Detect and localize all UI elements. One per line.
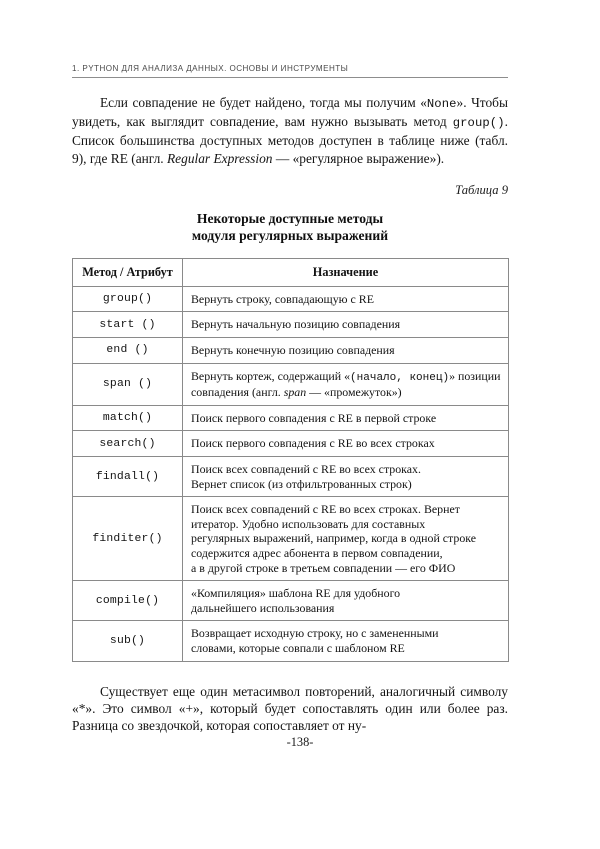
purpose-code-tuple: (начало, конец): [350, 371, 450, 384]
purpose-line: а в другой строке в третьем совпадении — его ФИО: [191, 560, 456, 575]
method-name: finditer(): [73, 497, 183, 581]
method-name: compile(): [73, 581, 183, 621]
table-title-line-2: модуля регулярных выражений: [191, 228, 389, 244]
purpose-line: регулярных выражений, например, когда в одной строке: [191, 531, 477, 546]
closing-paragraph: Существует еще один метасимвол повторений, аналогичный символу «*». Это символ «+», который будет сопоставлять один или более раз. Разница со звездочкой, которая сопоставляет от ну-: [72, 683, 508, 733]
table-row: [73, 363, 509, 405]
column-header-purpose: Назначение: [183, 258, 509, 286]
method-purpose: [183, 312, 509, 338]
purpose-line: Вернуть строку, совпадающую с RE: [191, 291, 374, 306]
purpose-line: итератор. Удобно использовать для составных: [191, 516, 426, 531]
method-name: span (): [73, 363, 183, 405]
purpose-text-3: — «промежуток»): [306, 385, 402, 400]
table-row: [73, 312, 509, 338]
purpose-line: Возвращает исходную строку, но с замененными: [191, 626, 439, 641]
purpose-line: Поиск всех совпадений с RE во всех строках. Вернет: [191, 502, 460, 517]
method-name: start (): [73, 312, 183, 338]
intro-italic-regular-expression: Regular Expression: [167, 150, 273, 166]
purpose-line: Вернуть начальную позицию совпадения: [191, 317, 401, 332]
table-row: [73, 581, 509, 621]
table-row: [73, 621, 509, 661]
method-purpose: [183, 621, 509, 661]
table-row: [73, 456, 509, 496]
running-head: 1. PYTHON ДЛЯ АНАЛИЗА ДАННЫХ. ОСНОВЫ И ИНСТРУМЕНТЫ: [72, 64, 508, 78]
table-row: [73, 338, 509, 364]
column-header-method: Метод / Атрибут: [73, 258, 183, 286]
intro-code-none: None: [426, 97, 457, 111]
method-name: findall(): [73, 456, 183, 496]
purpose-line: «Компиляция» шаблона RE для удобного: [191, 586, 401, 601]
method-purpose: [183, 456, 509, 496]
purpose-line: Вернуть конечную позицию совпадения: [191, 343, 395, 357]
method-purpose: [183, 497, 509, 581]
method-name: end (): [73, 338, 183, 364]
purpose-line: Поиск первого совпадения с RE в первой строке: [191, 410, 437, 425]
purpose-line: Поиск первого совпадения с RE во всех строках: [191, 436, 435, 451]
purpose-line: Вернет список (из отфильтрованных строк): [191, 476, 412, 491]
intro-text-2: ». Чтобы увидеть, как выглядит совпадение, вам нужно вызывать метод: [72, 95, 508, 130]
method-name: sub(): [73, 621, 183, 661]
intro-text-4: — «регулярное выражение»).: [272, 150, 445, 166]
methods-table: [72, 258, 509, 662]
intro-text-1: Если совпадение не будет найдено, тогда мы получим «: [100, 95, 427, 110]
method-purpose: [183, 431, 509, 457]
table-title-line-1: Некоторые доступные методы: [196, 210, 384, 226]
method-purpose: [183, 363, 509, 405]
method-name: group(): [73, 286, 183, 312]
purpose-italic-span: span: [283, 385, 307, 400]
purpose-line: Поиск всех совпадений с RE во всех строках.: [191, 461, 421, 476]
purpose-text-1: Вернуть кортеж, содержащий «: [191, 368, 351, 383]
table-header-row: [73, 258, 509, 286]
page-number: -138-: [286, 735, 314, 749]
table-row: [73, 431, 509, 457]
table-row: [73, 286, 509, 312]
method-purpose: [183, 581, 509, 621]
intro-paragraph: [72, 94, 508, 167]
purpose-text-2: » позиции совпадения (англ.: [191, 368, 501, 400]
purpose-line: содержится адрес абонента в первом совпадении,: [191, 545, 443, 560]
method-purpose: [183, 286, 509, 312]
table-row: [73, 497, 509, 581]
method-name: match(): [73, 405, 183, 431]
table-row: [73, 405, 509, 431]
intro-code-group: group(): [452, 116, 505, 131]
purpose-line: словами, которые совпали с шаблоном RE: [191, 640, 405, 655]
method-purpose: [183, 338, 509, 364]
method-purpose: [183, 405, 509, 431]
table-number-label: Таблица 9: [455, 182, 508, 197]
purpose-line: дальнейшего использования: [191, 600, 335, 615]
page-content: [72, 64, 508, 748]
method-name: search(): [73, 431, 183, 457]
table-title: [72, 210, 508, 245]
intro-text-3: . Список большинства доступных методов доступен в таблице ниже (табл. 9), где RE (англ.: [72, 114, 508, 166]
